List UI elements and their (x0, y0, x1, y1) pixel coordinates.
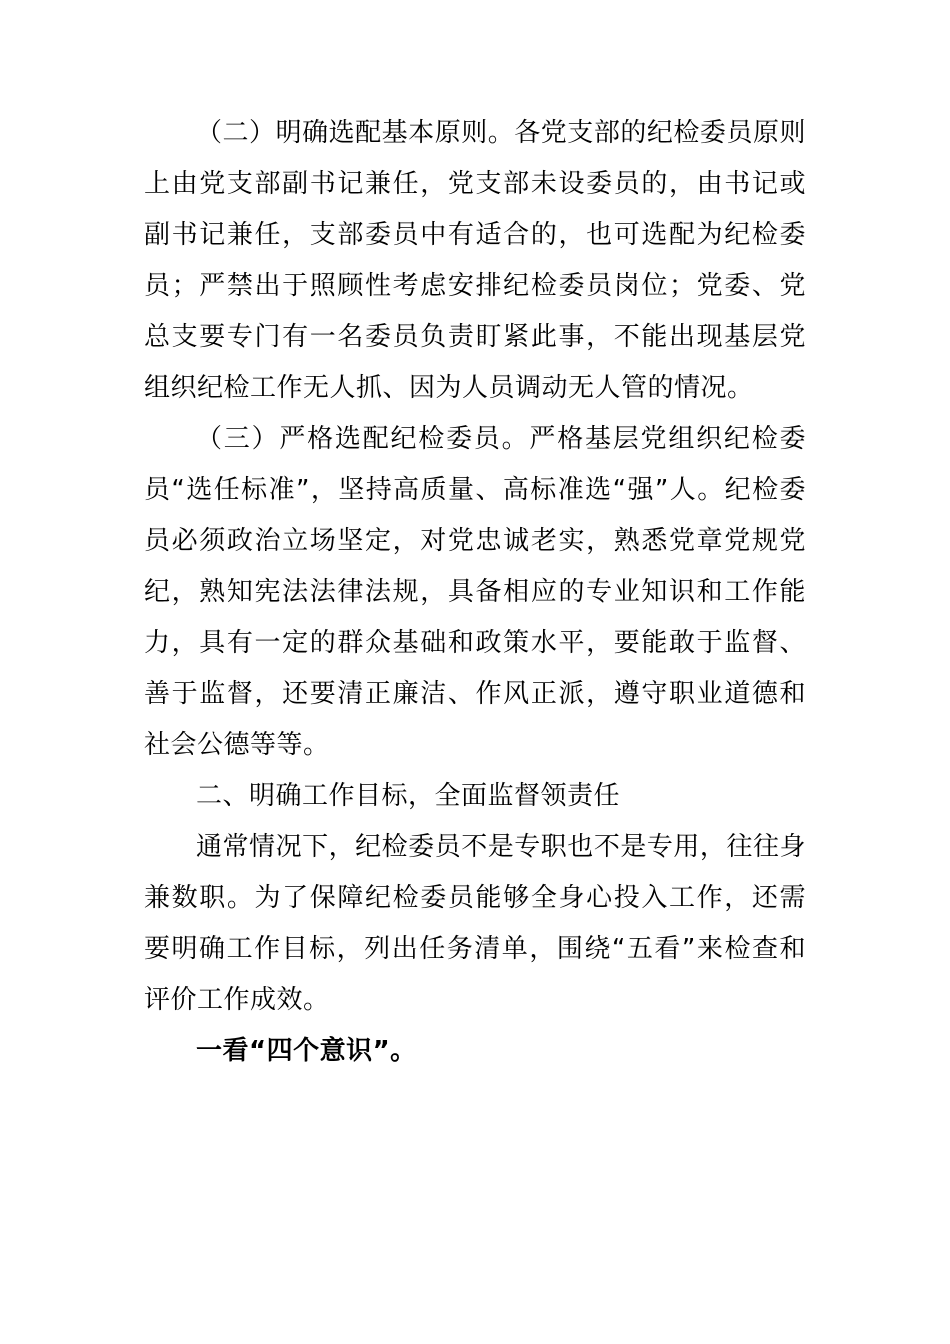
document-page (144, 108, 806, 1077)
paragraph-principles: （二）明确选配基本原则。各党支部的纪检委员原则上由党支部副书记兼任，党支部未设委员的，由书记或副书记兼任，支部委员中有适合的，也可选配为纪检委员；严禁出于照顾性考虑安排纪检委员岗位；党委、党总支要专门有一名委员负责盯紧此事，不能出现基层党组织纪检工作无人抓、因为人员调动无人管的情况。 (144, 118, 806, 403)
paragraph-goals: 通常情况下，纪检委员不是专职也不是专用，往往身兼数职。为了保障纪检委员能够全身心投入工作，还需要明确工作目标，列出任务清单，围绕“五看”来检查和评价工作成效。 (144, 832, 806, 1015)
section-heading: 二、明确工作目标，全面监督领责任 (196, 781, 621, 811)
paragraph-selection: （三）严格选配纪检委员。严格基层党组织纪检委员“选任标准”，坚持高质量、高标准选“强”人。纪检委员必须政治立场坚定，对党忠诚老实，熟悉党章党规党纪，熟知宪法法律法规，具备相应的专业知识和工作能力，具有一定的群众基础和政策水平，要能敢于监督、善于监督，还要清正廉洁、作风正派，遵守职业道德和社会公德等等。 (144, 424, 806, 760)
subheading-four-awareness: 一看“四个意识”。 (196, 1036, 417, 1066)
